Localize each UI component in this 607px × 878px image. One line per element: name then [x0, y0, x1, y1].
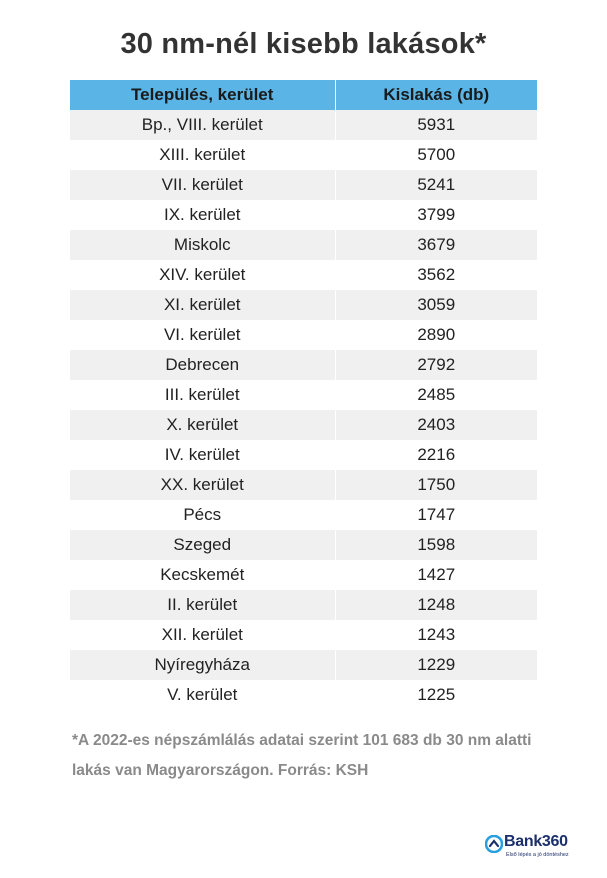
table-row	[70, 140, 537, 170]
cell-count: 1225	[335, 680, 537, 710]
cell-count: 5700	[335, 140, 537, 170]
brand-logo	[485, 833, 575, 863]
cell-location: XI. kerület	[70, 290, 335, 320]
cell-location: VII. kerület	[70, 170, 335, 200]
cell-count: 1248	[335, 590, 537, 620]
table-row	[70, 320, 537, 350]
cell-count: 2403	[335, 410, 537, 440]
table-row	[70, 410, 537, 440]
table-row	[70, 470, 537, 500]
table-row	[70, 350, 537, 380]
footnote: *A 2022-es népszámlálás adatai szerint 101 683 db 30 nm alatti lakás van Magyarországon. Forrás: KSH	[72, 732, 532, 779]
cell-location: XII. kerület	[70, 620, 335, 650]
table-row	[70, 440, 537, 470]
cell-location: X. kerület	[70, 410, 335, 440]
cell-count: 3799	[335, 200, 537, 230]
cell-count: 2890	[335, 320, 537, 350]
column-header-count: Kislakás (db)	[335, 80, 537, 110]
table-row	[70, 230, 537, 260]
data-table-container	[70, 80, 537, 710]
cell-count: 1243	[335, 620, 537, 650]
table-row	[70, 680, 537, 710]
cell-location: V. kerület	[70, 680, 335, 710]
cell-count: 2216	[335, 440, 537, 470]
cell-location: Pécs	[70, 500, 335, 530]
table-row	[70, 380, 537, 410]
cell-location: XX. kerület	[70, 470, 335, 500]
table-row	[70, 290, 537, 320]
table-row	[70, 530, 537, 560]
cell-count: 5241	[335, 170, 537, 200]
table-row	[70, 260, 537, 290]
cell-count: 3562	[335, 260, 537, 290]
data-table	[70, 80, 537, 710]
table-row	[70, 110, 537, 140]
cell-location: Nyíregyháza	[70, 650, 335, 680]
cell-count: 1427	[335, 560, 537, 590]
cell-location: IV. kerület	[70, 440, 335, 470]
cell-location: XIV. kerület	[70, 260, 335, 290]
table-row	[70, 650, 537, 680]
cell-count: 1750	[335, 470, 537, 500]
cell-count: 1229	[335, 650, 537, 680]
cell-location: IX. kerület	[70, 200, 335, 230]
table-body	[70, 110, 537, 710]
table-row	[70, 500, 537, 530]
table-row	[70, 590, 537, 620]
cell-count: 2792	[335, 350, 537, 380]
cell-location: Kecskemét	[70, 560, 335, 590]
bank360-logo-icon	[485, 835, 503, 853]
table-row	[70, 560, 537, 590]
cell-count: 2485	[335, 380, 537, 410]
cell-count: 3059	[335, 290, 537, 320]
cell-location: Bp., VIII. kerület	[70, 110, 335, 140]
table-header-row	[70, 80, 537, 110]
cell-count: 3679	[335, 230, 537, 260]
cell-count: 1598	[335, 530, 537, 560]
logo-tagline: Első lépés a jó döntéshez	[506, 852, 569, 858]
logo-wordmark: Bank360	[504, 833, 568, 850]
cell-location: II. kerület	[70, 590, 335, 620]
table-row	[70, 170, 537, 200]
cell-location: Debrecen	[70, 350, 335, 380]
page-title: 30 nm-nél kisebb lakások*	[120, 28, 487, 60]
cell-location: XIII. kerület	[70, 140, 335, 170]
table-row	[70, 200, 537, 230]
cell-location: Szeged	[70, 530, 335, 560]
cell-count: 5931	[335, 110, 537, 140]
table-row	[70, 620, 537, 650]
cell-count: 1747	[335, 500, 537, 530]
column-header-location: Település, kerület	[70, 80, 335, 110]
cell-location: Miskolc	[70, 230, 335, 260]
cell-location: III. kerület	[70, 380, 335, 410]
cell-location: VI. kerület	[70, 320, 335, 350]
